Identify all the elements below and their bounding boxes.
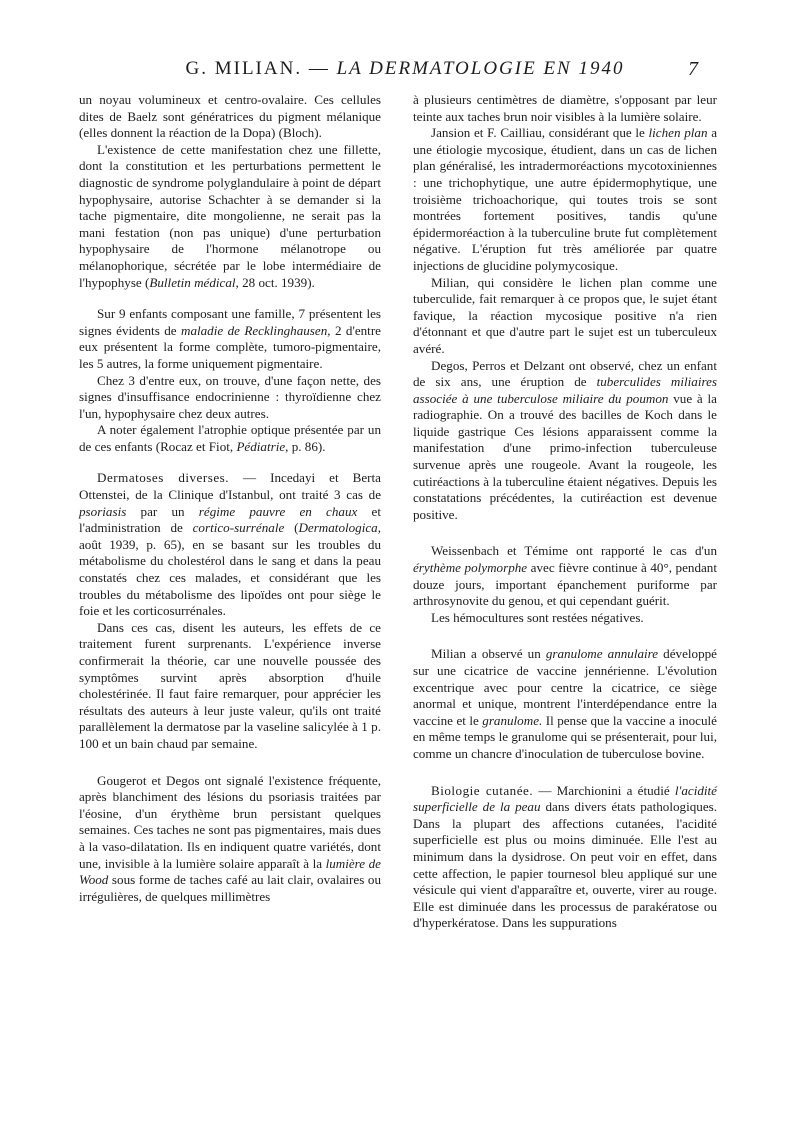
paragraph-text: sous forme de taches café au lait clair, ovalaires ou irrégulières, de quelques millimètres	[79, 872, 381, 904]
paragraph-text: L'existence de cette manifestation chez une fillette, dont la constitution et les perturbations permettent le diagnostic de syndrome polyglandulaire à point de départ hypophysaire, autorise Schachter à se demander si la tache pigmentaire, dite mongolienne, ne serait pas la mani festation (non pas unique) d'une perturbation hypophysaire de l'hormone mélanotrope ou mélanophorique, sécrétée par le lobe intermédiaire de l'hypophyse (	[79, 141, 381, 290]
term-italic: tuberculides miliaires associée à une tuberculose miliaire du poumon	[413, 374, 717, 406]
paragraph-text: 28 oct. 1939).	[238, 274, 315, 290]
paragraph-text: (	[284, 520, 299, 536]
term-italic: lichen plan	[648, 125, 708, 141]
paragraph-text: a une étiologie mycosique, étudient, dans un cas de lichen plan généralisé, les intradermoréactions mycotoxiniennes : une trichophytique, une autre épidermophytique, une troisième trichoachorique, qui toutes trois se sont montrées fortement positives, tandis qu'une épidermoréaction à la tuberculine brute fut complètement négative. L'éruption fut très améliorée par quatre injections de glucidine polymycosique.	[413, 125, 718, 273]
paragraph-text: par un	[126, 503, 199, 519]
paragraph-text: Milian a observé un	[431, 646, 546, 662]
term-italic: érythème polymorphe	[413, 560, 528, 576]
term-italic: psoriasis	[79, 503, 127, 519]
term-italic: cortico-surrénale	[192, 520, 285, 536]
paragraph-text: dans divers états pathologiques. Dans la plupart des affections cutanées, l'acidité superficielle est plus ou moins diminuée. Elle l'est au minimum dans la dysidrose. On peut voir en effet, dans cette affection, le papier tournesol bleu appliqué sur une vésicule qui vient d'apparaître et, ouverte, virer au rouge. Elle est diminuée dans les processus de parakératose ou d'hyperkératose. Dans les suppurations	[413, 799, 717, 931]
citation-italic: Bulletin médical,	[149, 274, 239, 290]
paragraph-text: 2 d'entre eux présentent la forme complète, tumoro-pigmentaire, les 5 autres, la forme uniquement pigmentaire.	[79, 322, 381, 371]
header-work-title: LA DERMATOLOGIE EN 1940	[336, 58, 625, 79]
paragraph-text: Il pense que la vaccine a inoculé en même temps le granulome qui se présenterait, pour lui, comme un chancre d'inoculation de tuberculose bovine.	[413, 712, 717, 761]
paragraph-text: Degos, Perros et Delzant ont observé, chez un enfant de six ans, une éruption de	[413, 357, 717, 390]
paragraph-text: Weissenbach et Témime ont rapporté le cas d'un	[431, 543, 717, 559]
paragraph	[413, 358, 717, 524]
paragraph-text: un noyau volumineux et centro-ovalaire. Ces cellules dites de Baelz sont génératrices du pigment mélanique (elles donnent la réaction de la Dopa) (Bloch).	[79, 92, 381, 141]
term-italic: l'acidité superficielle de la peau	[413, 782, 717, 815]
paragraph-text: Chez 3 d'entre eux, on trouve, d'une façon nette, des signes d'insuffisance endocrinienne : thyroïdienne chez l'un, hypophysaire chez deux autres.	[79, 372, 381, 421]
paragraph-text: Les hémocultures sont restées négatives.	[431, 609, 644, 625]
term-italic: lumière de Wood	[79, 855, 381, 888]
term-italic: granulome.	[482, 712, 543, 728]
paragraph-text: vue à la radiographie. On a trouvé des bacilles de Koch dans le liquide gastrique Ces lésions apparaissent comme la manifestation d'une primo-infection tuberculeuse survenue après une rougeole. Avant la rougeole, les cutiréactions à la tuberculine étaient négatives. Depuis les constatations précédentes, la cutiréaction est devenue positive.	[413, 390, 717, 522]
paragraph-text: et l'administration de	[79, 503, 381, 536]
paragraph-text: Gougerot et Degos ont signalé l'existence fréquente, après blanchiment des lésions du psoriasis traitées par l'éosine, d'un érythème brun persistant quelques semaines. Ces taches ne sont pas pigmentaires, mais dues à la vaso-dilatation. Ils en indiquent quatre variétés, dont une, invisible à la lumière solaire apparaît à la	[79, 772, 381, 871]
paragraph-text: p. 86).	[288, 438, 326, 454]
citation-italic: Pédiatrie,	[236, 438, 289, 454]
section-paragraph	[413, 783, 717, 932]
paragraph-text: août 1939, p. 65), en se basant sur les troubles du métabolisme du cholestérol dans le sang et dans la peau constatés chez ces malades, et considérant que les troubles du métabolisme des lipoïdes ont pour siège le foie et les corticosurrénales.	[79, 536, 381, 619]
paragraph	[79, 92, 381, 142]
paragraph-text: développé sur une cicatrice de vaccine jennérienne. L'évolution excentrique avec pour centre la cicatrice, ce siège anormal et unique, montrent l'interdépendance entre la vaccine et le	[413, 646, 717, 728]
paragraph	[413, 543, 717, 609]
paragraph	[79, 373, 381, 423]
paragraph	[413, 92, 717, 125]
paragraph	[413, 125, 717, 274]
section-heading: Biologie cutanée.	[431, 782, 534, 798]
right-column	[413, 92, 717, 932]
section-heading: Dermatoses diverses.	[97, 470, 229, 486]
paragraph-text: A noter également l'atrophie optique présentée par un de ces enfants (Rocaz et Fiot,	[79, 422, 381, 454]
running-header	[0, 58, 800, 88]
paragraph-text: Sur 9 enfants composant une famille, 7 présentent les signes évidents de	[79, 306, 381, 338]
paragraph-text: Jansion et F. Cailliau, considérant que le	[431, 125, 649, 141]
paragraph	[79, 142, 381, 291]
paragraph	[413, 610, 717, 627]
paragraph	[79, 773, 381, 906]
header-author: G. MILIAN.	[185, 58, 303, 79]
term-italic: régime pauvre en chaux	[198, 503, 358, 519]
paragraph-text: — Marchionini a étudié	[533, 782, 675, 798]
paragraph-text: avec fièvre continue à 40°, pendant douze jours, important épanchement puriforme par arthrosynovite du genou, et qui cependant guérit.	[413, 560, 717, 609]
paragraph-text: — Incedayi et Berta Ottenstei, de la Clinique d'Istanbul, ont traité 3 cas de	[79, 470, 381, 503]
paragraph-text: à plusieurs centimètres de diamètre, s'opposant par leur teinte aux taches brun noir visibles à la lumière solaire.	[413, 92, 717, 124]
section-paragraph	[79, 470, 381, 619]
paragraph-text: Dans ces cas, disent les auteurs, les effets de ce traitement furent surprenants. L'expérience inverse confirmerait la théorie, car une nouvelle poussée des symptômes survint après absorption d'huile cholestérinée. Il faut faire remarquer, pour apprécier les résultats des auteurs à leur juste valeur, qu'ils ont traité parallèlement la dermatose par la vaseline salicylée à 1 p. 100 et un bain chaud par semaine.	[79, 619, 381, 751]
term-italic: maladie de Recklinghausen,	[180, 322, 331, 338]
paragraph	[79, 620, 381, 753]
page-number: 7	[688, 58, 698, 80]
paragraph	[413, 275, 717, 358]
citation-italic: Dermatologica,	[298, 520, 381, 536]
paragraph	[79, 422, 381, 455]
term-italic: granulome annulaire	[545, 646, 659, 662]
paragraph	[413, 646, 717, 762]
paragraph	[79, 306, 381, 372]
left-column	[79, 92, 381, 905]
paragraph-text: Milian, qui considère le lichen plan comme une tuberculide, fait remarquer à ce propos que, le sujet étant favique, la réaction mycosique positive n'a rien d'étonnant et que d'autre part le sujet est un tuberculeux avéré.	[413, 274, 717, 356]
header-dash: —	[308, 58, 330, 79]
header-title	[170, 58, 640, 80]
